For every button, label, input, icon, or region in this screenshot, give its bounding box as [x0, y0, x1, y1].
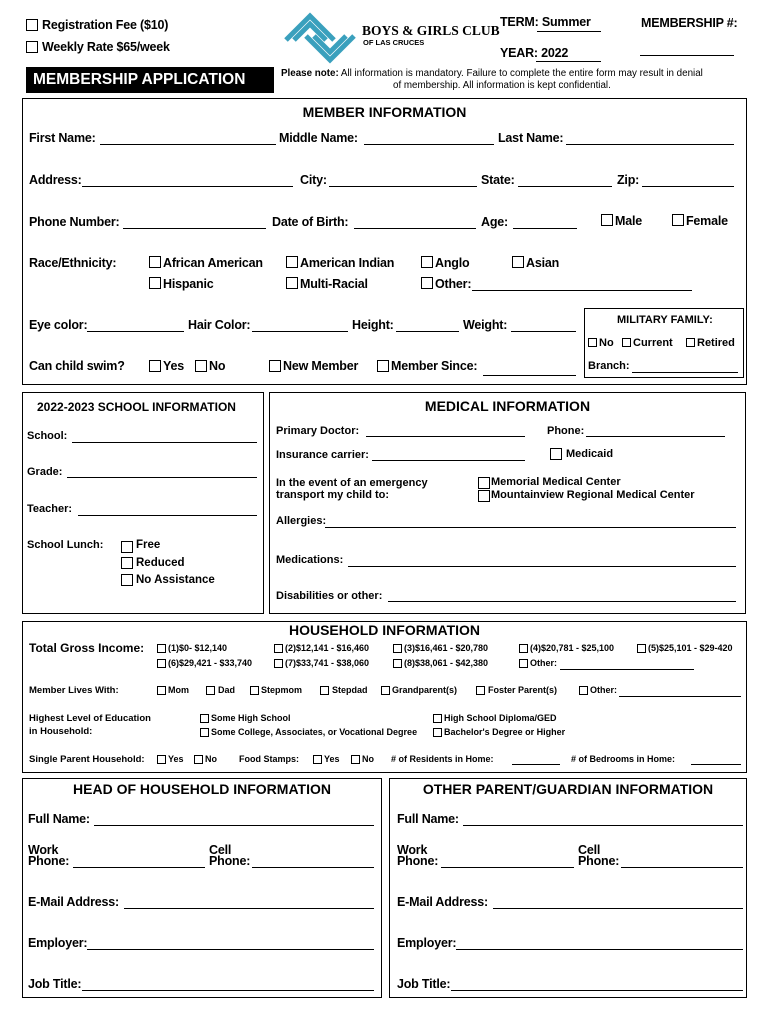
club-name: BOYS & GIRLS CLUB [362, 23, 500, 38]
other-race-label: Other: [435, 277, 472, 291]
american-indian-label: American Indian [300, 256, 395, 270]
income-4-label: (4)$20,781 - $25,100 [530, 643, 615, 653]
other-race-input[interactable] [472, 290, 692, 291]
note-label: Please note: [281, 68, 339, 79]
state-label: State: [481, 173, 515, 187]
hoh-work-phone-input[interactable] [73, 867, 205, 868]
school-label: School: [27, 430, 68, 442]
hoh-job-title-label: Job Title: [28, 977, 82, 991]
some-college-checkbox[interactable] [200, 728, 209, 737]
medicaid-checkbox[interactable] [550, 448, 562, 460]
guardian-cell-phone-label: Phone: [578, 854, 620, 868]
multi-racial-checkbox[interactable] [286, 277, 298, 289]
middle-name-input[interactable] [364, 144, 494, 145]
state-input[interactable] [518, 186, 612, 187]
guardian-cell-label: Cell [578, 843, 601, 857]
other-guardian-title: OTHER PARENT/GUARDIAN INFORMATION [422, 781, 714, 797]
phone-input[interactable] [123, 228, 266, 229]
height-label: Height: [352, 318, 394, 332]
branch-input[interactable] [632, 372, 738, 373]
last-name-label: Last Name: [498, 131, 564, 145]
lives-foster-label: Foster Parent(s) [488, 685, 558, 695]
weight-label: Weight: [463, 318, 508, 332]
guardian-cell-phone-input[interactable] [621, 867, 743, 868]
food-stamps-yes-checkbox[interactable] [313, 755, 322, 764]
year-line[interactable] [536, 61, 601, 62]
hoh-full-name-input[interactable] [94, 825, 374, 826]
hoh-employer-label: Employer: [28, 936, 88, 950]
income-8-label: (8)$38,061 - $42,380 [404, 658, 489, 668]
member-information-title: MEMBER INFORMATION [302, 104, 467, 120]
note-line-1 [281, 68, 703, 79]
income-3-checkbox[interactable] [393, 644, 402, 653]
bachelors-checkbox[interactable] [433, 728, 442, 737]
hoh-full-name-label: Full Name: [28, 812, 90, 826]
bedrooms-input[interactable] [691, 764, 741, 765]
bachelors-label: Bachelor's Degree or Higher [444, 727, 566, 737]
first-name-label: First Name: [29, 131, 96, 145]
income-other-label: Other: [530, 658, 557, 668]
swim-no-label: No [209, 359, 226, 373]
address-input[interactable] [82, 186, 293, 187]
single-parent-label: Single Parent Household: [29, 754, 145, 765]
single-parent-no-label: No [205, 754, 217, 764]
lives-other-checkbox[interactable] [579, 686, 588, 695]
club-subtitle: OF LAS CRUCES [363, 38, 425, 47]
medicaid-label: Medicaid [566, 448, 614, 460]
boys-girls-club-logo-icon [280, 10, 360, 66]
hispanic-checkbox[interactable] [149, 277, 161, 289]
medications-input[interactable] [348, 566, 736, 567]
lunch-free-label: Free [136, 539, 161, 551]
mountainview-checkbox[interactable] [478, 490, 490, 502]
military-retired-checkbox[interactable] [686, 338, 695, 347]
residents-label: # of Residents in Home: [391, 754, 494, 764]
military-current-label: Current [633, 337, 673, 349]
guardian-full-name-input[interactable] [463, 825, 743, 826]
anglo-checkbox[interactable] [421, 256, 433, 268]
lunch-reduced-label: Reduced [136, 557, 185, 569]
lives-stepdad-checkbox[interactable] [320, 686, 329, 695]
emergency-label-2: transport my child to: [276, 489, 390, 501]
school-information-title: 2022-2023 SCHOOL INFORMATION [37, 400, 236, 414]
hoh-employer-input[interactable] [87, 949, 374, 950]
age-input[interactable] [513, 228, 577, 229]
lives-dad-label: Dad [218, 685, 236, 695]
guardian-full-name-label: Full Name: [397, 812, 459, 826]
guardian-work-phone-label: Phone: [397, 854, 439, 868]
phone-label: Phone Number: [29, 215, 120, 229]
food-stamps-label: Food Stamps: [239, 754, 299, 764]
school-lunch-label: School Lunch: [27, 539, 104, 551]
teacher-input[interactable] [78, 515, 257, 516]
guardian-job-title-label: Job Title: [397, 977, 451, 991]
single-parent-yes-label: Yes [168, 754, 184, 764]
some-high-school-label: Some High School [211, 713, 291, 723]
other-guardian-box [389, 778, 747, 998]
lives-foster-checkbox[interactable] [476, 686, 485, 695]
middle-name-label: Middle Name: [279, 131, 358, 145]
disabilities-input[interactable] [388, 601, 736, 602]
income-5-checkbox[interactable] [637, 644, 646, 653]
allergies-input[interactable] [325, 527, 736, 528]
weekly-rate-label: Weekly Rate $65/week [42, 40, 170, 54]
doctor-phone-label: Phone: [547, 425, 585, 437]
lives-grandparent-checkbox[interactable] [381, 686, 390, 695]
male-label: Male [615, 214, 642, 228]
city-input[interactable] [329, 186, 477, 187]
membership-number-label: MEMBERSHIP #: [641, 16, 738, 30]
medical-information-title: MEDICAL INFORMATION [424, 398, 591, 414]
income-7-checkbox[interactable] [274, 659, 283, 668]
military-retired-label: Retired [697, 337, 735, 349]
income-6-label: (6)$29,421 - $33,740 [168, 658, 253, 668]
hair-color-input[interactable] [252, 331, 348, 332]
eye-color-input[interactable] [87, 331, 184, 332]
african-american-label: African American [163, 256, 263, 270]
lives-grandparent-label: Grandparent(s) [392, 685, 458, 695]
income-4-checkbox[interactable] [519, 644, 528, 653]
income-other-checkbox[interactable] [519, 659, 528, 668]
income-3-label: (3)$16,461 - $20,780 [404, 643, 489, 653]
income-7-label: (7)$33,741 - $38,060 [285, 658, 370, 668]
total-gross-income-label: Total Gross Income: [29, 641, 145, 655]
head-of-household-box [22, 778, 382, 998]
lives-other-label: Other: [590, 685, 617, 695]
hoh-cell-label: Cell [209, 843, 232, 857]
member-since-input[interactable] [483, 375, 576, 376]
some-college-label: Some College, Associates, or Vocational Degree [211, 727, 418, 737]
registration-fee-checkbox[interactable] [26, 19, 38, 31]
income-5-label: (5)$25,101 - $29-420 [648, 643, 733, 653]
note-line-2: of membership. All information is kept confidential. [393, 80, 611, 91]
new-member-label: New Member [283, 359, 359, 373]
weekly-rate-checkbox[interactable] [26, 41, 38, 53]
guardian-job-title-input[interactable] [451, 990, 743, 991]
hoh-job-title-input[interactable] [82, 990, 374, 991]
primary-doctor-input[interactable] [366, 436, 525, 437]
income-8-checkbox[interactable] [393, 659, 402, 668]
member-since-checkbox[interactable] [377, 360, 389, 372]
lives-with-label: Member Lives With: [29, 685, 119, 696]
food-stamps-no-checkbox[interactable] [351, 755, 360, 764]
guardian-email-label: E-Mail Address: [397, 895, 489, 909]
dob-label: Date of Birth: [272, 215, 349, 229]
first-name-input[interactable] [100, 144, 276, 145]
age-label: Age: [481, 215, 508, 229]
american-indian-checkbox[interactable] [286, 256, 298, 268]
insurance-label: Insurance carrier: [276, 449, 369, 461]
lunch-reduced-checkbox[interactable] [121, 557, 133, 569]
branch-label: Branch: [588, 360, 630, 372]
lives-other-input[interactable] [619, 696, 741, 697]
primary-doctor-label: Primary Doctor: [276, 425, 360, 437]
guardian-email-input[interactable] [493, 908, 743, 909]
military-family-title: MILITARY FAMILY: [617, 314, 713, 326]
grade-input[interactable] [67, 477, 257, 478]
lunch-no-assistance-checkbox[interactable] [121, 574, 133, 586]
doctor-phone-input[interactable] [586, 436, 725, 437]
some-high-school-checkbox[interactable] [200, 714, 209, 723]
lives-mom-label: Mom [168, 685, 189, 695]
head-of-household-title: HEAD OF HOUSEHOLD INFORMATION [73, 781, 331, 797]
asian-checkbox[interactable] [512, 256, 524, 268]
school-input[interactable] [72, 442, 257, 443]
zip-input[interactable] [642, 186, 734, 187]
lives-stepmom-checkbox[interactable] [250, 686, 259, 695]
member-since-label: Member Since: [391, 359, 478, 373]
hoh-cell-phone-label: Phone: [209, 854, 251, 868]
household-information-title: HOUSEHOLD INFORMATION [288, 622, 481, 638]
military-no-checkbox[interactable] [588, 338, 597, 347]
lives-stepmom-label: Stepmom [261, 685, 303, 695]
income-1-checkbox[interactable] [157, 644, 166, 653]
education-label-2: in Household: [29, 726, 93, 737]
income-2-checkbox[interactable] [274, 644, 283, 653]
teacher-label: Teacher: [27, 503, 73, 515]
other-race-checkbox[interactable] [421, 277, 433, 289]
hoh-work-label: Work [28, 843, 59, 857]
lives-stepdad-label: Stepdad [332, 685, 368, 695]
height-input[interactable] [396, 331, 459, 332]
single-parent-yes-checkbox[interactable] [157, 755, 166, 764]
emergency-label-1: In the event of an emergency [276, 477, 428, 489]
anglo-label: Anglo [435, 256, 470, 270]
term-line[interactable] [537, 31, 601, 32]
new-member-checkbox[interactable] [269, 360, 281, 372]
hair-color-label: Hair Color: [188, 318, 251, 332]
hispanic-label: Hispanic [163, 277, 214, 291]
guardian-employer-label: Employer: [397, 936, 457, 950]
zip-label: Zip: [617, 173, 640, 187]
income-2-label: (2)$12,141 - $16,460 [285, 643, 370, 653]
hoh-email-label: E-Mail Address: [28, 895, 120, 909]
race-label: Race/Ethnicity: [29, 256, 117, 270]
bedrooms-label: # of Bedrooms in Home: [571, 754, 676, 764]
hs-diploma-label: High School Diploma/GED [444, 713, 557, 723]
insurance-input[interactable] [372, 460, 525, 461]
military-current-checkbox[interactable] [622, 338, 631, 347]
lives-dad-checkbox[interactable] [206, 686, 215, 695]
lunch-no-assistance-label: No Assistance [136, 574, 215, 586]
term-label: TERM: Summer [500, 15, 591, 29]
hs-diploma-checkbox[interactable] [433, 714, 442, 723]
last-name-input[interactable] [566, 144, 734, 145]
swim-label: Can child swim? [29, 359, 125, 373]
income-1-label: (1)$0- $12,140 [168, 643, 228, 653]
allergies-label: Allergies: [276, 515, 327, 527]
medications-label: Medications: [276, 554, 344, 566]
female-label: Female [686, 214, 728, 228]
banner-title: MEMBERSHIP APPLICATION [33, 71, 246, 88]
food-stamps-no-label: No [362, 754, 374, 764]
lunch-free-checkbox[interactable] [121, 541, 133, 553]
food-stamps-yes-label: Yes [324, 754, 340, 764]
grade-label: Grade: [27, 466, 63, 478]
registration-fee-label: Registration Fee ($10) [42, 18, 169, 32]
hoh-email-input[interactable] [124, 908, 374, 909]
income-6-checkbox[interactable] [157, 659, 166, 668]
education-label-1: Highest Level of Education [29, 713, 151, 724]
hoh-cell-phone-input[interactable] [252, 867, 374, 868]
guardian-employer-input[interactable] [456, 949, 743, 950]
income-other-input[interactable] [560, 669, 694, 670]
memorial-label: Memorial Medical Center [491, 476, 621, 488]
address-label: Address: [29, 173, 82, 187]
lives-mom-checkbox[interactable] [157, 686, 166, 695]
mountainview-label: Mountainview Regional Medical Center [491, 489, 695, 501]
male-checkbox[interactable] [601, 214, 613, 226]
city-label: City: [300, 173, 327, 187]
eye-color-label: Eye color: [29, 318, 88, 332]
african-american-checkbox[interactable] [149, 256, 161, 268]
residents-input[interactable] [512, 764, 560, 765]
military-no-label: No [599, 337, 614, 349]
disabilities-label: Disabilities or other: [276, 590, 383, 602]
swim-yes-checkbox[interactable] [149, 360, 161, 372]
weight-input[interactable] [511, 331, 576, 332]
dob-input[interactable] [354, 228, 476, 229]
swim-yes-label: Yes [163, 359, 184, 373]
membership-number-line[interactable] [640, 55, 734, 56]
year-label: YEAR: 2022 [500, 46, 569, 60]
guardian-work-phone-input[interactable] [441, 867, 574, 868]
memorial-checkbox[interactable] [478, 477, 490, 489]
guardian-work-label: Work [397, 843, 428, 857]
female-checkbox[interactable] [672, 214, 684, 226]
swim-no-checkbox[interactable] [195, 360, 207, 372]
hoh-work-phone-label: Phone: [28, 854, 70, 868]
note-text-1: All information is mandatory. Failure to complete the entire form may result in denial [338, 68, 703, 79]
multi-racial-label: Multi-Racial [300, 277, 368, 291]
single-parent-no-checkbox[interactable] [194, 755, 203, 764]
asian-label: Asian [526, 256, 560, 270]
